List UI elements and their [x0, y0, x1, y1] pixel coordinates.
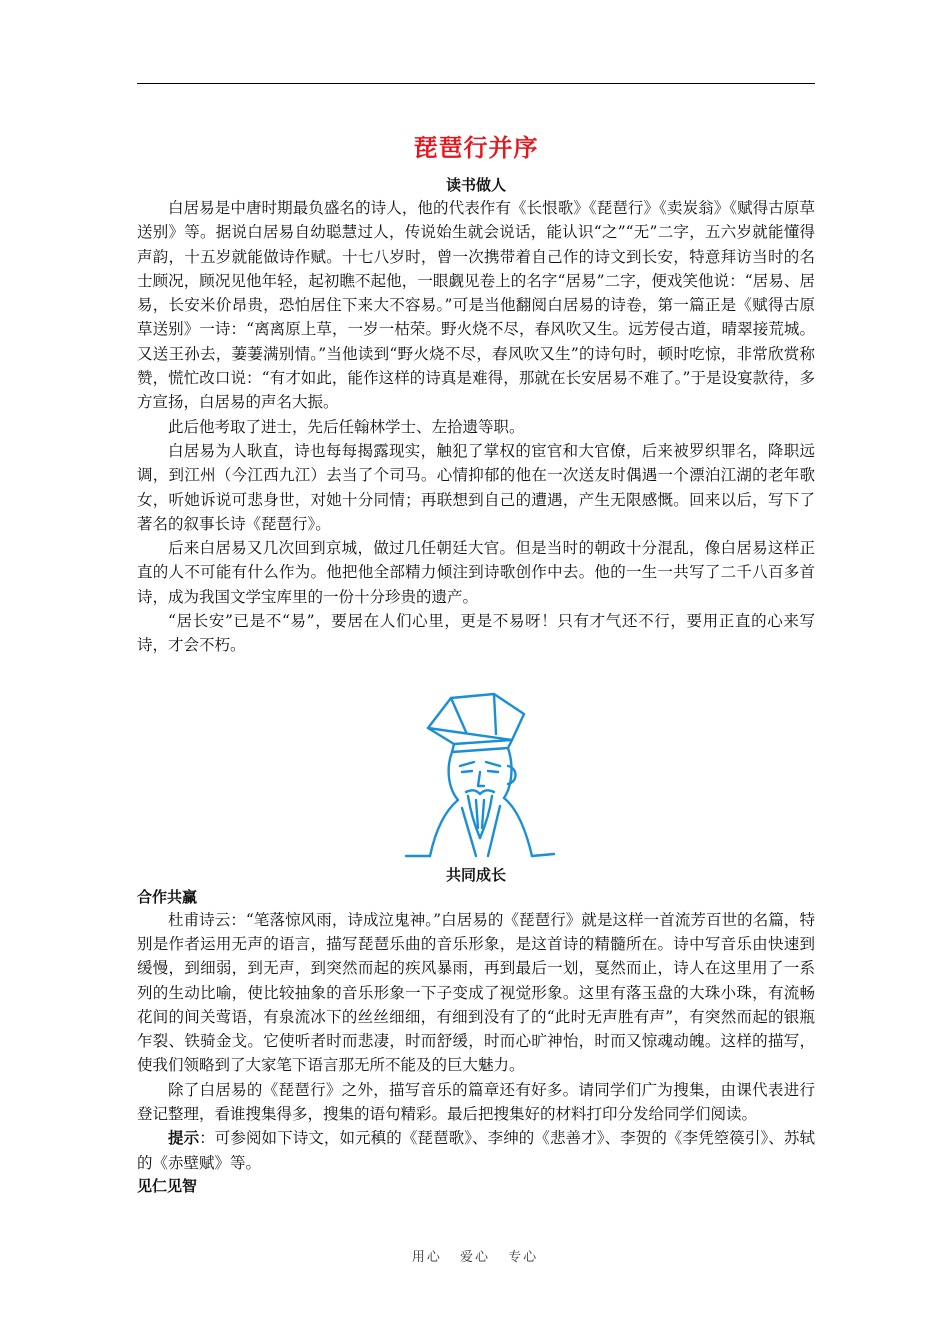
paragraph: 除了白居易的《琵琶行》之外，描写音乐的篇章还有好多。请同学们广为搜集，由课代表进行登记整理，看谁搜集得多，搜集的语句精彩。最后把搜集好的材料打印分发给同学们阅读。: [137, 1080, 815, 1124]
subheading-cooperate: 合作共赢: [137, 887, 198, 906]
portrait-illustration: [396, 688, 556, 858]
paragraph: 白居易为人耿直，诗也每每揭露现实，触犯了掌权的宦官和大官僚，后来被罗织罪名，降职远调，到江州（今江西九江）去当了个司马。心情抑郁的他在一次送友时偶遇一个漂泊江湖的老年歌女，听她诉说可悲身世，对她十分同情；再联想到自己的遭遇，产生无限感慨。回来以后，写下了著名的叙事长诗《琵琶行》。: [137, 441, 815, 533]
paragraph: “居长安”已是不“易”，要居在人们心里，更是不易呀！只有才气还不行，要用正直的心来写诗，才会不朽。: [137, 612, 815, 655]
paragraph: 白居易是中唐时期最负盛名的诗人，他的代表作有《长恨歌》《琵琶行》《卖炭翁》《赋得古原草送别》等。据说白居易自幼聪慧过人，传说始生就会说话，能认识“之”“无”二字，五六岁就能懂得声韵，十五岁就能做诗作赋。十七八岁时，曾一次携带着自己作的诗文到长安，特意拜访当时的名士顾况，顾况见他年轻，起初瞧不起他，一眼觑见卷上的名字“居易”二字，便戏笑他说：“居易、居易，长安米价昂贵，恐怕居住下来大不容易。”可是当他翻阅白居易的诗卷，第一篇正是《赋得古原草送别》一诗：“离离原上草，一岁一枯荣。野火烧不尽，春风吹又生。远芳侵古道，晴翠接荒城。又送王孙去，萋萋满别情。”当他读到“野火烧不尽，春风吹又生”的诗句时，顿时吃惊，非常欣赏称赞，慌忙改口说：“有才如此，能作这样的诗真是难得，那就在长安居易不难了。”于是设宴款待，多方宣扬，白居易的声名大振。: [137, 199, 815, 412]
page-title: 琵琶行并序: [413, 134, 539, 162]
header-rule: [137, 83, 815, 84]
footer-item: 用心: [411, 1250, 442, 1265]
subheading-opinions: 见仁见智: [137, 1176, 198, 1195]
document-body: [137, 128, 815, 1197]
section-heading-grow: 共同成长: [445, 865, 506, 884]
page-footer: [0, 1246, 950, 1265]
paragraph: 杜甫诗云：“笔落惊风雨，诗成泣鬼神。”白居易的《琵琶行》就是这样一首流芳百世的名篇，特别是作者运用无声的语言，描写琵琶乐曲的音乐形象，是这首诗的精髓所在。诗中写音乐由快速到缓慢，到细弱，到无声，到突然而起的疾风暴雨，再到最后一划，戛然而止，诗人在这里用了一系列的生动比喻，使比较抽象的音乐形象一下子变成了视觉形象。这里有落玉盘的大珠小珠，有流畅花间的间关莺语，有泉流冰下的丝丝细细，有细到没有了的“此时无声胜有声”，有突然而起的银瓶乍裂、铁骑金戈。它使听者时而悲凄，时而舒缓，时而心旷神怡，时而又惊魂动魄。这样的描写，使我们领略到了大家笔下语言那无所不能及的巨大魅力。: [137, 910, 815, 1075]
footer-item: 专心: [508, 1250, 539, 1265]
hint-label: 提示: [168, 1129, 200, 1148]
hint-text: ：可参阅如下诗文，如元稹的《琵琶歌》、李绅的《悲善才》、李贺的《李凭箜篌引》、苏轼的《赤壁赋》等。: [137, 1129, 815, 1172]
footer-item: 爱心: [459, 1250, 490, 1265]
section-heading-read: 读书做人: [445, 176, 506, 194]
paragraph: 此后他考取了进士，先后任翰林学士、左拾遗等职。: [168, 417, 525, 436]
paragraph: 后来白居易又几次回到京城，做过几任朝廷大官。但是当时的朝政十分混乱，像白居易这样正直的人不可能有什么作为。他把他全部精力倾注到诗歌创作中去。他的一生一共写了二千八百多首诗，成为我国文学宝库里的一份十分珍贵的遗产。: [137, 539, 815, 606]
hint-paragraph: [137, 1126, 815, 1175]
